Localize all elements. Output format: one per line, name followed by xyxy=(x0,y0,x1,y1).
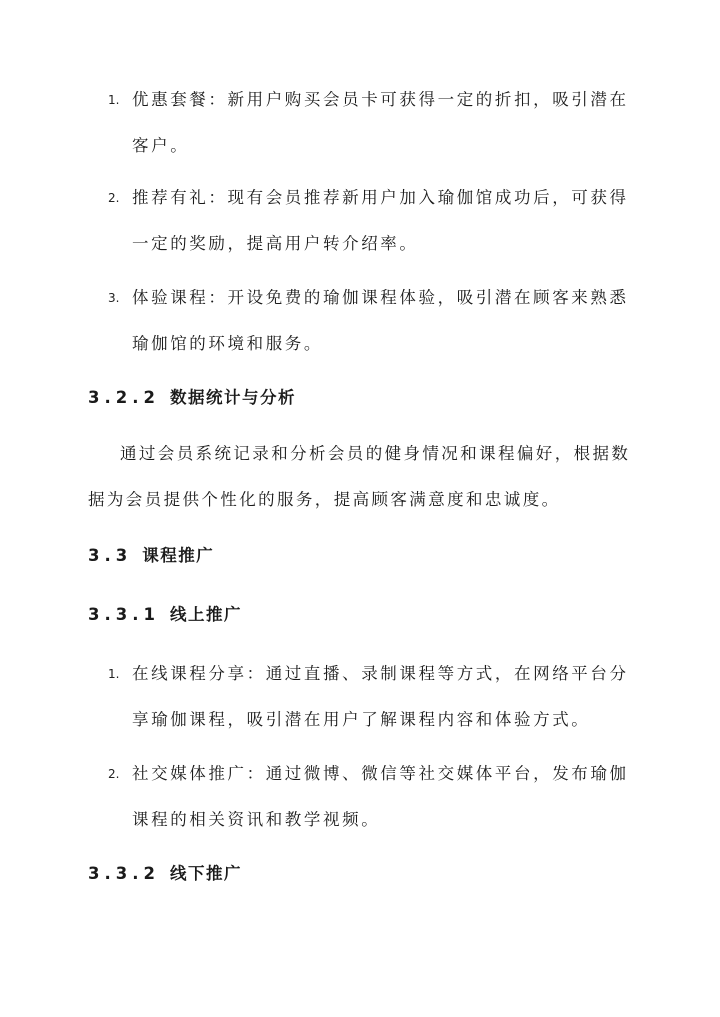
section-number: 3.3 xyxy=(88,546,133,565)
list-text-line: 课程的相关资讯和教学视频。 xyxy=(132,810,381,829)
list-text-line: 体验课程：开设免费的瑜伽课程体验，吸引潜在顾客来熟悉 xyxy=(132,288,629,307)
list-number: 2. xyxy=(108,767,120,781)
section-title: 线下推广 xyxy=(169,864,242,883)
list-number: 1. xyxy=(108,93,120,107)
list-text-line: 客户。 xyxy=(132,136,190,155)
list-number: 1. xyxy=(108,667,120,681)
list-number: 2. xyxy=(108,191,120,205)
section-heading xyxy=(88,862,242,886)
section-heading xyxy=(88,603,242,627)
section-number: 3.3.1 xyxy=(88,605,160,624)
list-text-line: 一定的奖励，提高用户转介绍率。 xyxy=(132,234,419,253)
section-title: 课程推广 xyxy=(142,546,215,565)
list-text-line: 享瑜伽课程，吸引潜在用户了解课程内容和体验方式。 xyxy=(132,710,591,729)
section-title: 数据统计与分析 xyxy=(169,388,296,407)
list-text-line: 优惠套餐：新用户购买会员卡可获得一定的折扣，吸引潜在 xyxy=(132,90,629,109)
paragraph-line: 据为会员提供个性化的服务，提高顾客满意度和忠诚度。 xyxy=(88,490,561,509)
list-text-line: 社交媒体推广：通过微博、微信等社交媒体平台，发布瑜伽 xyxy=(132,764,629,783)
section-title: 线上推广 xyxy=(169,605,242,624)
section-heading xyxy=(88,544,214,568)
list-text-line: 瑜伽馆的环境和服务。 xyxy=(132,334,323,353)
list-text-line: 推荐有礼：现有会员推荐新用户加入瑜伽馆成功后，可获得 xyxy=(132,188,629,207)
paragraph-line: 通过会员系统记录和分析会员的健身情况和课程偏好，根据数 xyxy=(120,444,631,463)
section-number: 3.2.2 xyxy=(88,388,160,407)
list-text-line: 在线课程分享：通过直播、录制课程等方式，在网络平台分 xyxy=(132,664,629,683)
list-number: 3. xyxy=(108,291,120,305)
section-heading xyxy=(88,386,296,410)
section-number: 3.3.2 xyxy=(88,864,160,883)
